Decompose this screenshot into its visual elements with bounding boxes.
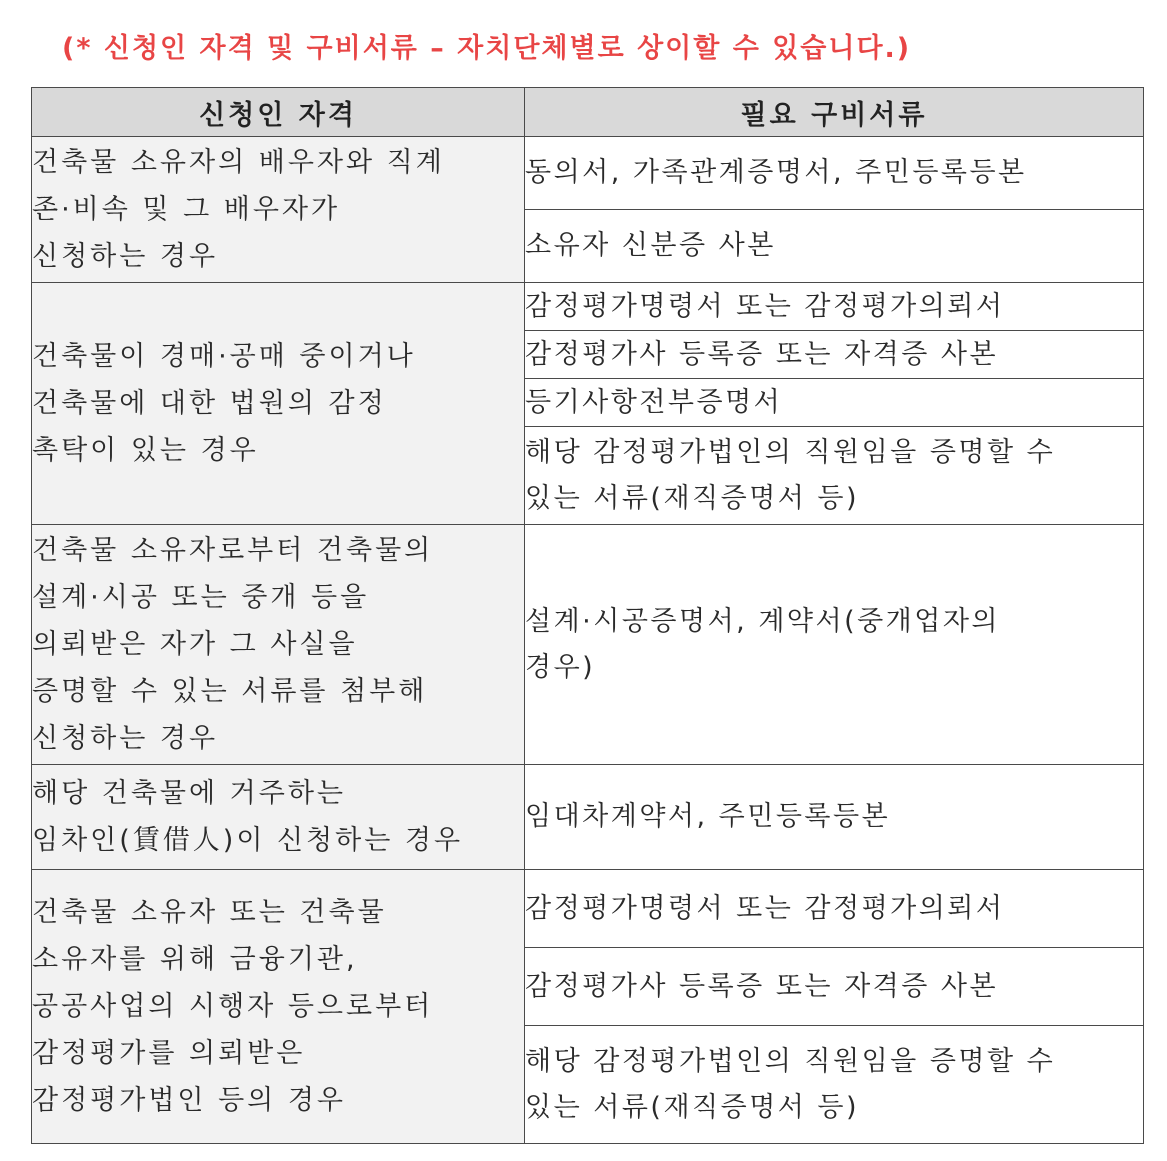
document-cell: 등기사항전부증명서 <box>525 379 1144 427</box>
header-documents: 필요 구비서류 <box>525 88 1144 137</box>
header-qualification: 신청인 자격 <box>32 88 525 137</box>
document-cell: 감정평가명령서 또는 감정평가의뢰서 <box>525 870 1144 948</box>
table-row <box>32 765 1144 870</box>
document-cell: 동의서, 가족관계증명서, 주민등록등본 <box>525 137 1144 210</box>
qualification-cell: 건축물 소유자로부터 건축물의 설계·시공 또는 중개 등을 의뢰받은 자가 그 사실을 증명할 수 있는 서류를 첨부해 신청하는 경우 <box>32 525 525 765</box>
document-cell: 감정평가사 등록증 또는 자격증 사본 <box>525 948 1144 1026</box>
table-row <box>32 137 1144 210</box>
document-cell: 소유자 신분증 사본 <box>525 210 1144 283</box>
table-header-row <box>32 88 1144 137</box>
document-cell: 해당 감정평가법인의 직원임을 증명할 수 있는 서류(재직증명서 등) <box>525 1026 1144 1144</box>
document-cell: 감정평가사 등록증 또는 자격증 사본 <box>525 331 1144 379</box>
qualification-cell: 건축물 소유자의 배우자와 직계 존·비속 및 그 배우자가 신청하는 경우 <box>32 137 525 283</box>
qualification-cell: 건축물이 경매·공매 중이거나 건축물에 대한 법원의 감정 촉탁이 있는 경우 <box>32 283 525 525</box>
document-cell: 임대차계약서, 주민등록등본 <box>525 765 1144 870</box>
requirements-table <box>31 87 1144 1144</box>
table-row <box>32 870 1144 948</box>
document-cell: 설계·시공증명서, 계약서(중개업자의 경우) <box>525 525 1144 765</box>
document-cell: 감정평가명령서 또는 감정평가의뢰서 <box>525 283 1144 331</box>
notice-text: (* 신청인 자격 및 구비서류 – 자치단체별로 상이할 수 있습니다.) <box>62 33 912 64</box>
qualification-cell: 건축물 소유자 또는 건축물 소유자를 위해 금융기관, 공공사업의 시행자 등으로부터 감정평가를 의뢰받은 감정평가법인 등의 경우 <box>32 870 525 1144</box>
qualification-cell: 해당 건축물에 거주하는 임차인(賃借人)이 신청하는 경우 <box>32 765 525 870</box>
document-cell: 해당 감정평가법인의 직원임을 증명할 수 있는 서류(재직증명서 등) <box>525 427 1144 525</box>
table-row <box>32 283 1144 331</box>
table-row <box>32 525 1144 765</box>
